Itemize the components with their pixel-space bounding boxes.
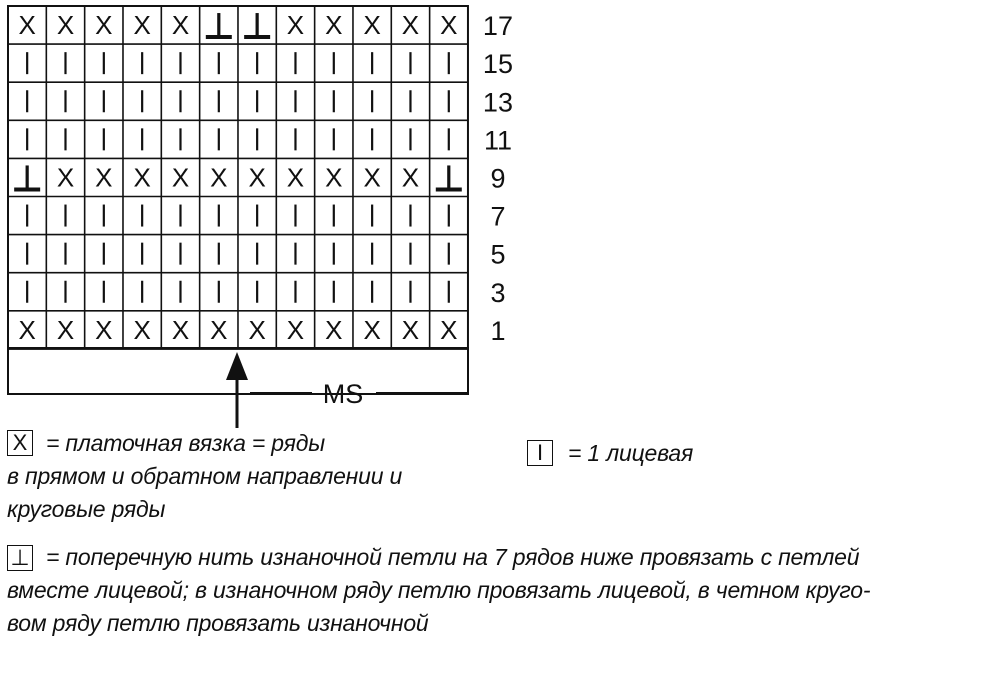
garter-stitch-symbol: X (286, 314, 305, 345)
special-legend-line1: = поперечную нить изнаночной петли на 7 рядов ниже провязать с петлей (46, 544, 860, 570)
garter-stitch-symbol: X (440, 314, 458, 345)
row-number-label: 9 (490, 163, 506, 194)
chart-grid (8, 6, 468, 349)
row-number-label: 1 (490, 315, 506, 346)
garter-symbol: X (12, 430, 28, 455)
special-legend-line3: вом ряду петлю провязать изнаночной (7, 610, 429, 636)
row-number-label: 3 (490, 277, 506, 308)
knitting-chart-svg (0, 0, 560, 430)
garter-stitch-symbol: X (95, 162, 113, 193)
garter-stitch-symbol: X (210, 162, 228, 193)
garter-stitch-symbol: X (133, 10, 151, 41)
garter-stitch-symbol: X (325, 10, 343, 41)
garter-legend-line3: круговые ряды (7, 496, 166, 522)
garter-stitch-symbol: X (133, 314, 151, 345)
garter-stitch-symbol: X (363, 314, 381, 345)
row-number-label: 11 (483, 125, 512, 156)
garter-stitch-symbol: X (401, 162, 420, 193)
row-number-label: 15 (482, 49, 513, 80)
garter-stitch-symbol: X (95, 314, 113, 345)
garter-legend-line1: = платочная вязка = ряды (46, 430, 325, 456)
garter-stitch-symbol: X (248, 162, 266, 193)
garter-stitch-symbol: X (56, 10, 75, 41)
garter-stitch-symbol: X (286, 162, 305, 193)
pattern-repeat (8, 348, 468, 428)
special-stitch-symbol (244, 13, 270, 37)
garter-stitch-symbol: X (248, 314, 266, 345)
row-number-label: 5 (490, 239, 506, 270)
garter-stitch-symbol: X (401, 314, 420, 345)
garter-stitch-symbol: X (363, 162, 381, 193)
garter-stitch-symbol: X (56, 314, 75, 345)
repeat-label: MS (322, 379, 364, 409)
garter-stitch-symbol: X (95, 10, 113, 41)
special-stitch-symbol (206, 13, 232, 37)
row-number-label: 17 (482, 11, 513, 42)
special-symbol-icon (7, 545, 33, 571)
special-legend-line2: вместе лицевой; в изнаночном ряду петлю провязать лицевой, в четном круго- (7, 577, 871, 603)
repeat-arrow-head-icon (226, 352, 248, 380)
row-labels (483, 11, 513, 346)
garter-stitch-symbol: X (18, 314, 36, 345)
garter-legend-line2: в прямом и обратном направлении и (7, 463, 403, 489)
special-stitch-symbol (14, 165, 40, 189)
garter-stitch-symbol: X (210, 314, 228, 345)
garter-stitch-symbol: X (171, 314, 190, 345)
garter-stitch-symbol: X (325, 162, 343, 193)
garter-stitch-symbol: X (56, 162, 75, 193)
garter-stitch-symbol: X (171, 10, 190, 41)
garter-symbol-icon (7, 430, 33, 456)
row-number-label: 13 (482, 87, 513, 118)
knit-legend-text: = 1 лицевая (568, 440, 694, 466)
garter-stitch-symbol: X (286, 10, 305, 41)
row-number-label: 7 (490, 201, 506, 232)
knitting-chart (0, 0, 560, 430)
knit-symbol-icon (527, 440, 553, 466)
special-symbol: ⊥ (10, 545, 30, 570)
garter-stitch-symbol: X (18, 10, 36, 41)
garter-stitch-symbol: X (325, 314, 343, 345)
knit-symbol: I (536, 440, 544, 465)
garter-stitch-symbol: X (133, 162, 151, 193)
special-stitch-symbol (436, 165, 462, 189)
garter-stitch-symbol: X (363, 10, 381, 41)
garter-stitch-symbol: X (171, 162, 190, 193)
garter-stitch-symbol: X (401, 10, 420, 41)
garter-stitch-symbol: X (440, 10, 458, 41)
